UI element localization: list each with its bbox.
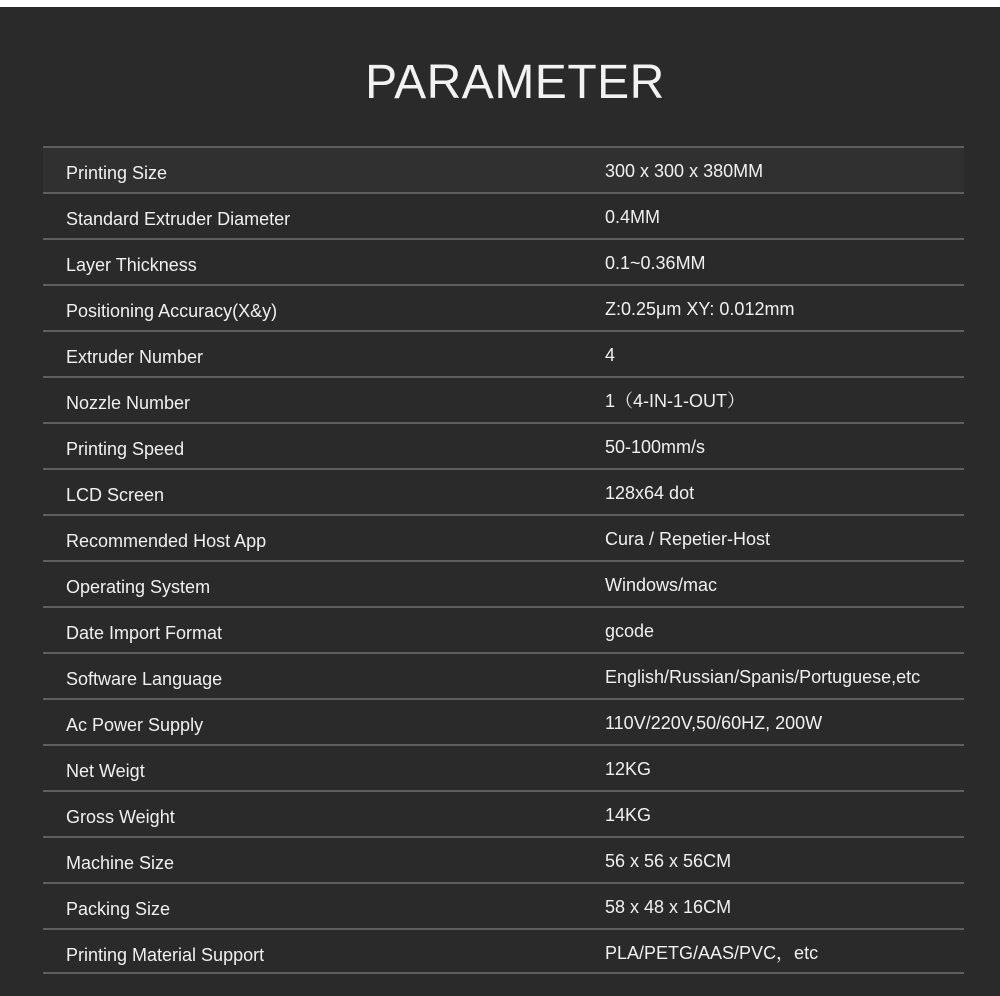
row-value: 56 x 56 x 56CM xyxy=(605,851,732,871)
table-row xyxy=(43,790,964,836)
row-label: Extruder Number xyxy=(66,347,204,367)
row-label: Software Language xyxy=(66,669,223,689)
table-row xyxy=(43,192,964,238)
table-row xyxy=(43,744,964,790)
row-label: Positioning Accuracy(X&y) xyxy=(66,301,278,321)
table-row xyxy=(43,606,964,652)
row-label: Packing Size xyxy=(66,899,171,919)
table-row xyxy=(43,284,964,330)
page-title: PARAMETER xyxy=(365,56,665,109)
row-value: 58 x 48 x 16CM xyxy=(605,897,732,917)
table-row xyxy=(43,146,964,192)
row-value: 12KG xyxy=(605,759,652,779)
table-row xyxy=(43,238,964,284)
row-label: Nozzle Number xyxy=(66,393,191,413)
row-label: Standard Extruder Diameter xyxy=(66,209,291,229)
row-value: Cura / Repetier-Host xyxy=(605,529,771,549)
table-row xyxy=(43,330,964,376)
row-label: LCD Screen xyxy=(66,485,165,505)
row-label: Printing Size xyxy=(66,163,168,183)
row-value: gcode xyxy=(605,621,655,641)
row-label: Printing Speed xyxy=(66,439,185,459)
parameter-table xyxy=(43,146,964,974)
table-row xyxy=(43,468,964,514)
row-label: Ac Power Supply xyxy=(66,715,204,735)
table-row xyxy=(43,652,964,698)
table-row xyxy=(43,560,964,606)
row-label: Gross Weight xyxy=(66,807,175,827)
table-row xyxy=(43,422,964,468)
row-value: Z:0.25μm XY: 0.012mm xyxy=(605,299,795,319)
row-value: PLA/PETG/AAS/PVC，etc xyxy=(605,943,819,963)
row-value: 128x64 dot xyxy=(605,483,695,503)
table-row xyxy=(43,698,964,744)
row-label: Net Weigt xyxy=(66,761,145,781)
row-value: 110V/220V,50/60HZ, 200W xyxy=(605,713,823,733)
table-row xyxy=(43,376,964,422)
row-label: Machine Size xyxy=(66,853,175,873)
table-row xyxy=(43,882,964,928)
row-value: Windows/mac xyxy=(605,575,718,595)
table-row xyxy=(43,514,964,560)
row-label: Operating System xyxy=(66,577,211,597)
table-row xyxy=(43,928,964,974)
row-label: Date Import Format xyxy=(66,623,223,643)
row-value: 14KG xyxy=(605,805,652,825)
row-value: 300 x 300 x 380MM xyxy=(605,161,764,181)
table-row xyxy=(43,836,964,882)
row-label: Recommended Host App xyxy=(66,531,267,551)
row-value: 0.4MM xyxy=(605,207,661,227)
row-value: English/Russian/Spanis/Portuguese,etc xyxy=(605,667,921,687)
parameter-panel xyxy=(0,7,1000,996)
row-value: 1（4-IN-1-OUT） xyxy=(605,391,746,411)
row-value: 0.1~0.36MM xyxy=(605,253,706,273)
row-value: 50-100mm/s xyxy=(605,437,706,457)
row-label: Layer Thickness xyxy=(66,255,197,275)
row-label: Printing Material Support xyxy=(66,945,265,965)
row-value: 4 xyxy=(605,345,616,365)
